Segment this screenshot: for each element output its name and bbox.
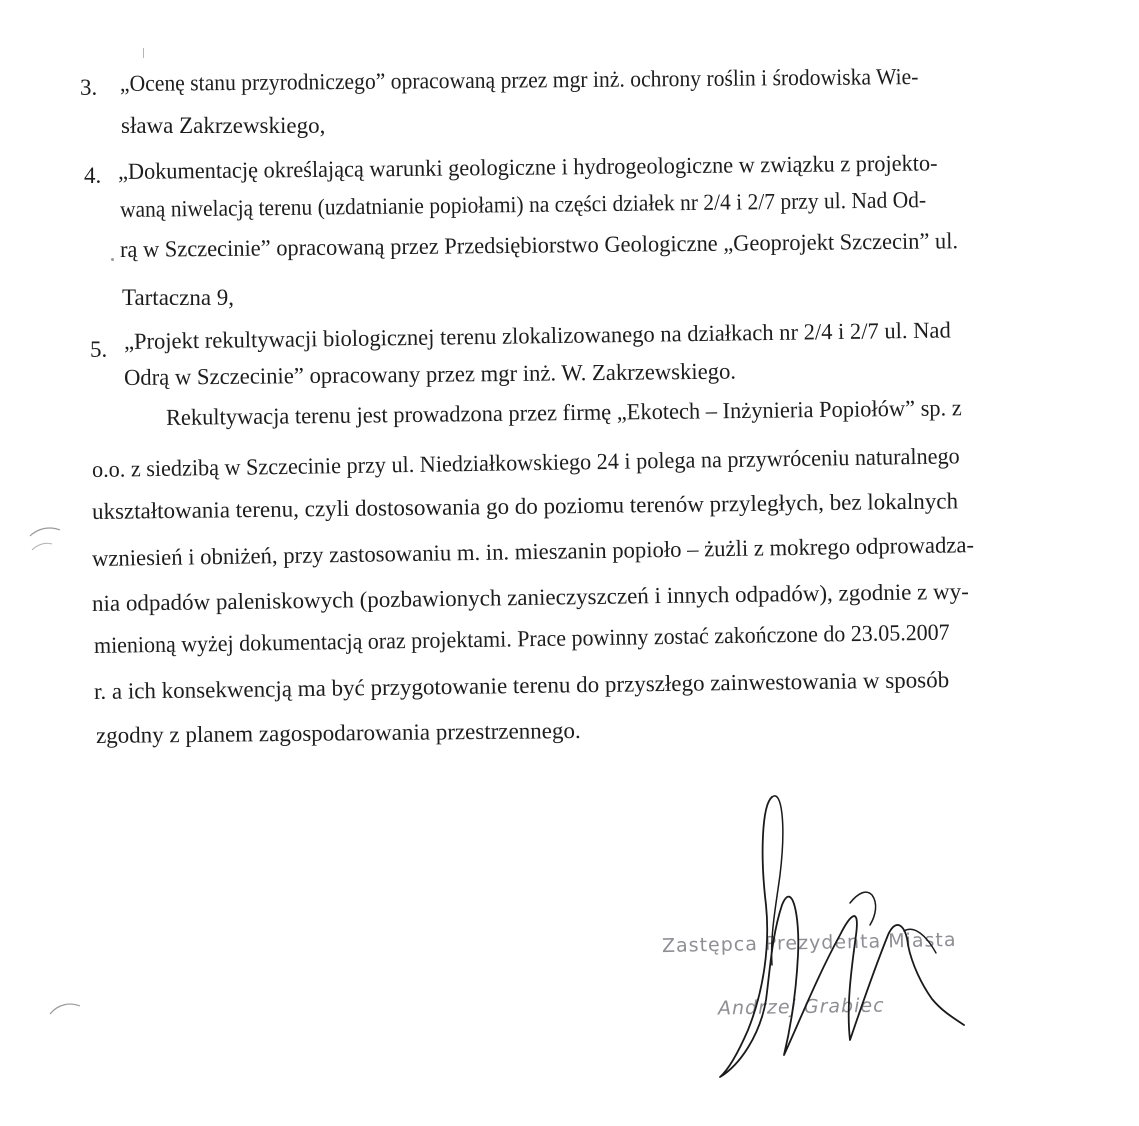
paragraph-line-6: mienioną wyżej dokumentacją oraz projektami. Prace powinny zostać zakończone do 23.05.2007 — [93, 619, 950, 658]
scan-tick-mark — [111, 258, 114, 261]
list-number: 5. — [90, 337, 108, 362]
list-number: 4. — [84, 163, 102, 188]
list-number: 3. — [80, 75, 98, 100]
paragraph-line-4: wzniesień i obniżeń, przy zastosowaniu m. in. mieszanin popioło – żużli z mokrego odprowadza- — [91, 532, 975, 571]
paragraph-line-7: r. a ich konsekwencją ma być przygotowanie terenu do przyszłego zainwestowania w sposób — [93, 667, 950, 704]
list-item-4-line-3: rą w Szczecinie” opracowaną przez Przedsiębiorstwo Geologiczne „Geoprojekt Szczecin” ul. — [119, 228, 959, 262]
handwritten-signature — [700, 785, 990, 1085]
list-item-5-line-2: Odrą w Szczecinie” opracowany przez mgr inż. W. Zakrzewskiego. — [123, 358, 737, 390]
stamp-title: Zastępca Prezydenta Miasta — [661, 928, 957, 958]
punch-hole-mark — [46, 996, 86, 1026]
paragraph-line-3: ukształtowania terenu, czyli dostosowania go do poziomu terenów przyległych, bez lokalnych — [91, 488, 959, 524]
scan-tick-mark — [143, 48, 144, 58]
list-item-4-line-1: „Dokumentację określającą warunki geologiczne i hydrogeologiczne w związku z projekto- — [117, 150, 938, 184]
list-item-4-line-2: waną niwelacją terenu (uzdatnianie popiołami) na części działek nr 2/4 i 2/7 przy ul. Nad Od- — [119, 187, 927, 222]
paragraph-line-2: o.o. z siedzibą w Szczecinie przy ul. Niedziałkowskiego 24 i polega na przywróceniu naturalnego — [91, 443, 960, 482]
paragraph-line-8: zgodny z planem zagospodarowania przestrzennego. — [95, 717, 581, 748]
list-item-3-line-1: „Ocenę stanu przyrodniczego” opracowaną przez mgr inż. ochrony roślin i środowiska Wie- — [119, 64, 919, 96]
punch-hole-mark — [26, 520, 66, 560]
list-item-4-line-4: Tartaczna 9, — [122, 285, 235, 310]
paragraph-line-1: Rekultywacja terenu jest prowadzona przez firmę „Ekotech – Inżynieria Popiołów” sp. z — [165, 395, 962, 430]
list-item-3-line-2: sława Zakrzewskiego, — [121, 113, 326, 138]
list-item-5-line-1: „Projekt rekultywacji biologicznej terenu zlokalizowanego na działkach nr 2/4 i 2/7 ul. Nad — [123, 317, 951, 354]
stamp-name: Andrzej Grabiec — [717, 994, 885, 1020]
paragraph-line-5: nia odpadów paleniskowych (pozbawionych zanieczyszczeń i innych odpadów), zgodnie z wy- — [91, 578, 969, 616]
